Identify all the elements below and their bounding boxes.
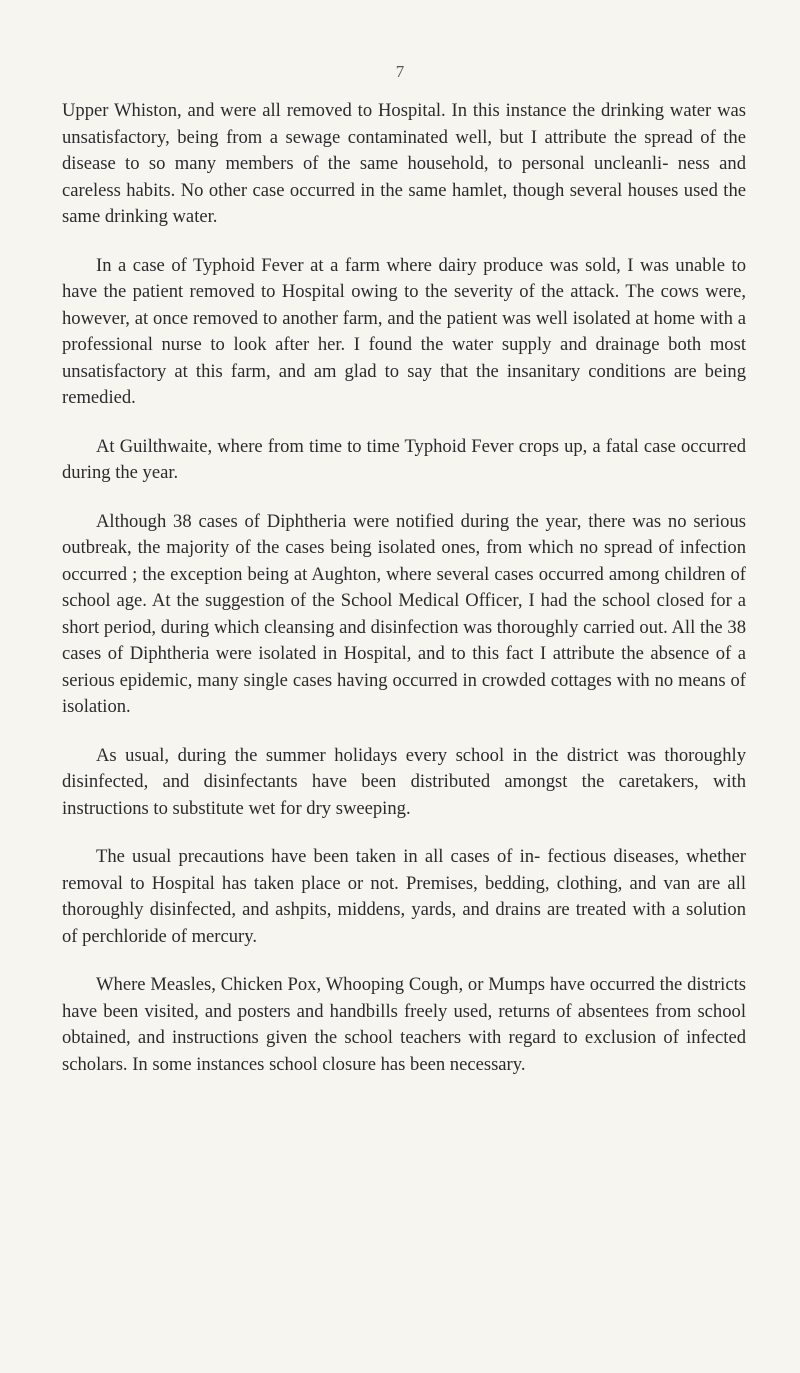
paragraph-school-disinfection: As usual, during the summer holidays every school in the district was thoroughly disinfected, and disinfectants have been distributed amongst the caretakers, with instructions to substitute wet for dry sweeping. [62, 744, 746, 819]
document-body [62, 98, 746, 1100]
page-number: 7 [395, 62, 405, 81]
paragraph-precautions: The usual precautions have been taken in all cases of in- fectious diseases, whether removal to Hospital has taken place or not. Premises, bedding, clothing, and van are all thoroughly disinfected, and ashpits, middens, yards, and drains are treated with a solution of perchloride of mercury. [62, 846, 746, 947]
paragraph-typhoid-farm: In a case of Typhoid Fever at a farm where dairy produce was sold, I was unable to have the patient removed to Hospital owing to the severity of the attack. The cows were, however, at once removed to another farm, and the patient was well isolated at home with a professional nurse to look after her. I found the water supply and drainage both most unsatisfactory at this farm, and am glad to say that the insanitary conditions are being remedied. [62, 254, 746, 408]
paragraph-continuation: Upper Whiston, and were all removed to Hospital. In this instance the drinking water was unsatisfactory, being from a sewage contaminated well, but I attribute the spread of the disease to so many members of the same household, to personal uncleanli- ness and careless habits. No other case occurred in the same hamlet, though several houses used the same drinking water. [62, 100, 746, 227]
paragraph-measles: Where Measles, Chicken Pox, Whooping Cough, or Mumps have occurred the districts have been visited, and posters and handbills freely used, returns of absentees from school obtained, and instructions given the school teachers with regard to exclusion of infected scholars. In some instances school closure has been necessary. [62, 974, 746, 1075]
paragraph-diphtheria: Although 38 cases of Diphtheria were notified during the year, there was no serious outbreak, the majority of the cases being isolated ones, from which no spread of infection occurred ; the exception being at Aughton, where several cases occurred among children of school age. At the suggestion of the School Medical Officer, I had the school closed for a short period, during which cleansing and disinfection was thoroughly carried out. All the 38 cases of Diphtheria were isolated in Hospital, and to this fact I attribute the absence of a serious epidemic, many single cases having occurred in crowded cottages with no means of isolation. [62, 510, 746, 717]
paragraph-guilthwaite: At Guilthwaite, where from time to time Typhoid Fever crops up, a fatal case occurred during the year. [62, 435, 746, 483]
